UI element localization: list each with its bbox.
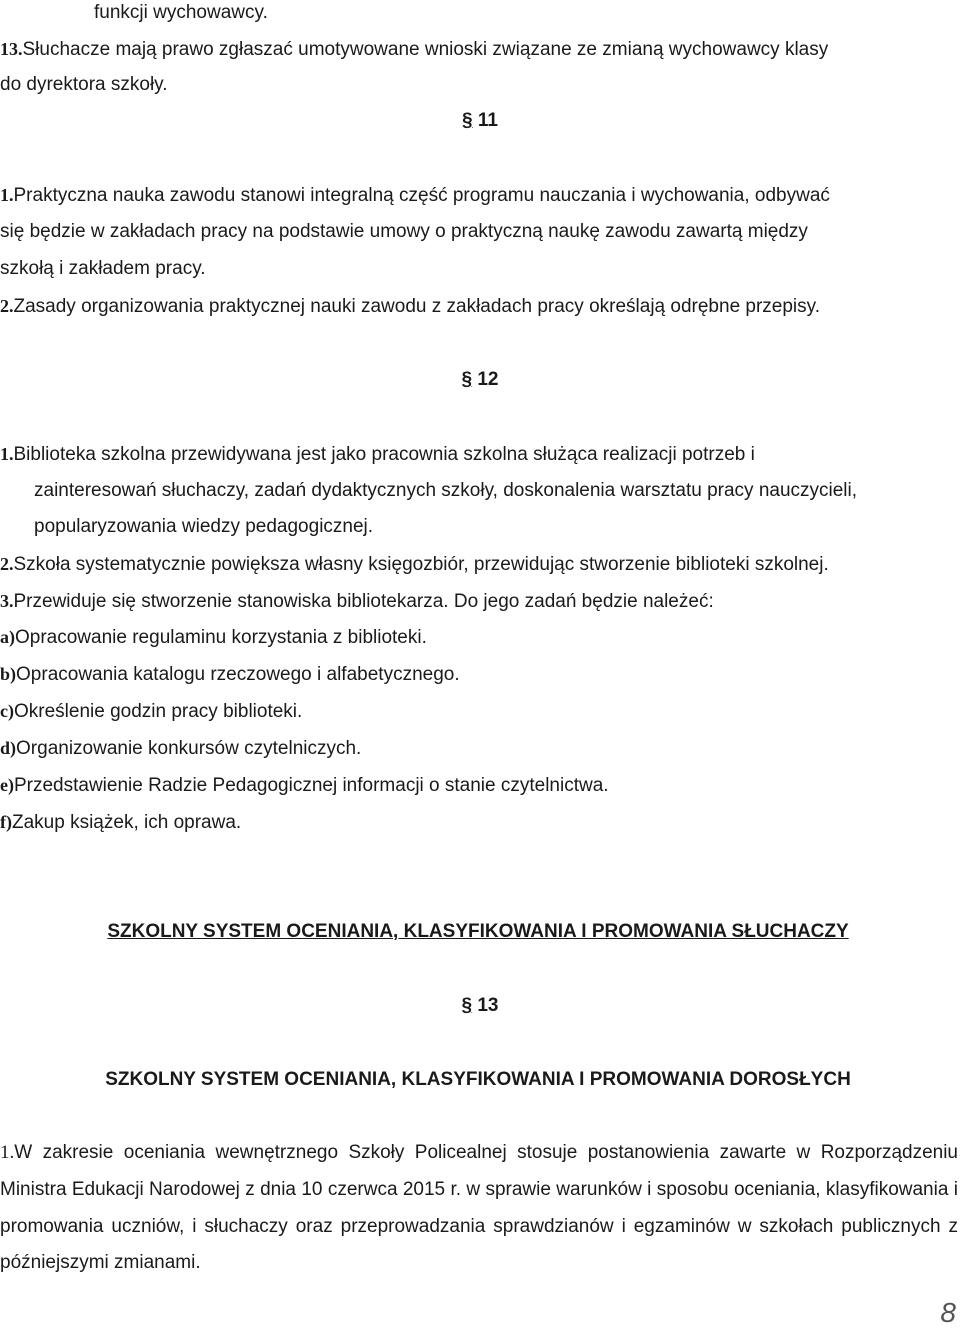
- item-letter: e): [0, 775, 14, 795]
- item-number: 2.: [0, 554, 14, 574]
- text-line: [34, 480, 857, 502]
- sub-heading: SZKOLNY SYSTEM OCENIANIA, KLASYFIKOWANIA I PROMOWANIA DOROSŁYCH: [105, 1069, 851, 1090]
- item-number: 1.: [0, 444, 14, 464]
- paragraph: [0, 1135, 958, 1282]
- line-text: popularyzowania wiedzy pedagogicznej.: [34, 516, 374, 537]
- section-number: 11: [477, 110, 498, 131]
- item-number: 1.: [0, 1142, 15, 1163]
- line-text: funkcji wychowawcy.: [94, 2, 268, 23]
- section-heading-12: [0, 369, 960, 391]
- line-text: Biblioteka szkolna przewidywana jest jako pracownia szkolna służąca realizacji potrzeb i: [13, 444, 755, 465]
- list-item: [0, 774, 609, 797]
- list-item: [0, 626, 427, 649]
- item-number: 1.: [0, 185, 14, 205]
- list-item: [0, 737, 361, 760]
- line-text: Słuchacze mają prawo zgłaszać umotywowane wnioski związane ze zmianą wychowawcy klasy: [22, 39, 829, 60]
- line-text: Określenie godzin pracy biblioteki.: [13, 701, 303, 722]
- item-letter: b): [0, 664, 17, 684]
- section-sign: §: [462, 110, 473, 131]
- item-letter: f): [0, 812, 12, 832]
- page-number: 8: [940, 1297, 956, 1328]
- line-text: się będzie w zakładach pracy na podstawie umowy o praktyczną naukę zawodu zawartą między: [0, 221, 808, 242]
- text-line: [94, 2, 268, 24]
- text-line: [34, 516, 373, 538]
- text-line: [0, 295, 820, 318]
- text-line: [0, 74, 168, 96]
- text-line: [0, 553, 829, 576]
- text-line: [0, 590, 714, 613]
- section-heading-11: [0, 110, 960, 132]
- section-sign: §: [461, 995, 473, 1016]
- line-text: Praktyczna nauka zawodu stanowi integralną część programu nauczania i wychowania, odbywać: [13, 185, 830, 206]
- line-text: Opracowania katalogu rzeczowego i alfabetycznego.: [16, 664, 460, 685]
- text-line: [0, 38, 828, 61]
- line-text: Zakup książek, ich oprawa.: [12, 812, 242, 833]
- line-text: Szkoła systematycznie powiększa własny księgozbiór, przewidując stworzenie biblioteki szkolnej.: [13, 554, 829, 575]
- line-text: szkołą i zakładem pracy.: [0, 258, 206, 279]
- section-number: 13: [477, 995, 499, 1016]
- item-letter: d): [0, 738, 17, 758]
- line-text: Przewiduje się stworzenie stanowiska bibliotekarza. Do jego zadań będzie należeć:: [13, 591, 714, 612]
- item-letter: a): [0, 627, 15, 647]
- item-number: 2.: [0, 296, 14, 316]
- line-text: Zasady organizowania praktycznej nauki zawodu z zakładach pracy określają odrębne przepisy.: [13, 296, 821, 317]
- line-text: Przedstawienie Radzie Pedagogicznej informacji o stanie czytelnictwa.: [13, 775, 609, 796]
- text-line: [0, 443, 755, 466]
- item-letter: c): [0, 701, 14, 721]
- text-line: [0, 258, 206, 280]
- line-text: do dyrektora szkoły.: [0, 74, 168, 95]
- text-line: [0, 221, 808, 243]
- section-heading-13: [0, 995, 960, 1017]
- list-item: [0, 700, 302, 723]
- section-sign: §: [461, 369, 473, 390]
- line-text: Opracowanie regulaminu korzystania z biblioteki.: [15, 627, 427, 648]
- text-line: [0, 184, 830, 207]
- line-text: zainteresowań słuchaczy, zadań dydaktycznych szkoły, doskonalenia warsztatu pracy nauczycieli,: [34, 480, 858, 501]
- list-item: [0, 811, 241, 834]
- section-number: 12: [477, 369, 499, 390]
- line-text: Organizowanie konkursów czytelniczych.: [16, 738, 362, 759]
- main-heading: SZKOLNY SYSTEM OCENIANIA, KLASYFIKOWANIA I PROMOWANIA SŁUCHACZY: [107, 921, 849, 942]
- list-item: [0, 663, 460, 686]
- item-number: 3.: [0, 591, 14, 611]
- paragraph-text: W zakresie oceniania wewnętrznego Szkoły Policealnej stosuje postanowienia zawarte w Rozporządzeniu Ministra Edukacji Narodowej z dnia 10 czerwca 2015 r. w sprawie warunków i sposobu oceniania, klasyfikowania i promowania uczniów, i słuchaczy oraz przeprowadzania sprawdzianów i egzaminów w szkołach publicznych z późniejszymi zmianami.: [0, 1142, 958, 1274]
- item-number: 13.: [0, 39, 23, 59]
